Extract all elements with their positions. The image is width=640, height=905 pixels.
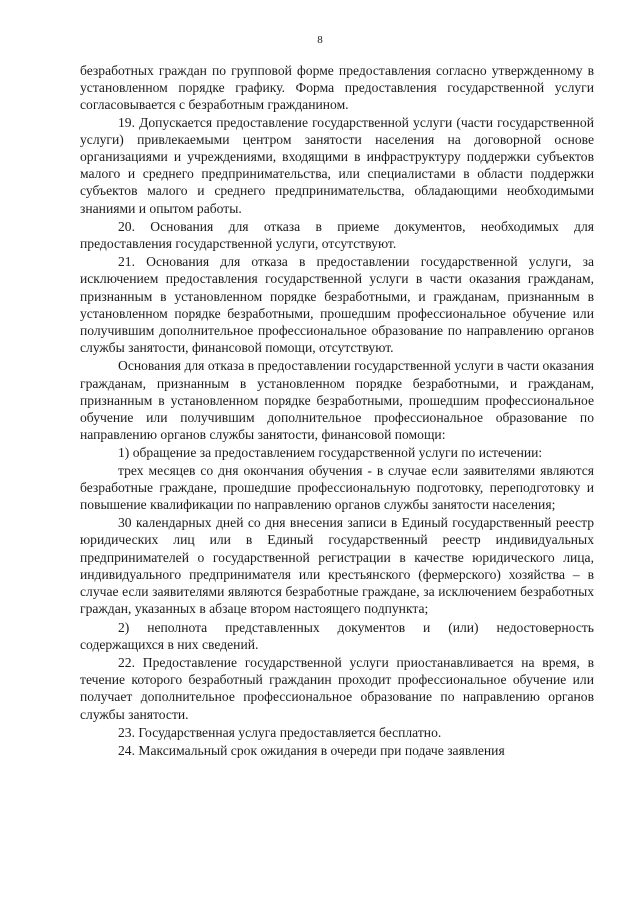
- paragraph: трех месяцев со дня окончания обучения - в случае если заявителями являются безработные граждане, прошедшие профессиональную подготовку, переподготовку и повышение квалификации по направлению органов службы занятости населения;: [80, 462, 594, 513]
- paragraph: 22. Предоставление государственной услуги приостанавливается на время, в течение которого безработный гражданин проходит профессиональное обучение или получает дополнительное профессиональное образование по направлению органов службы занятости.: [80, 654, 594, 722]
- paragraph: 20. Основания для отказа в приеме документов, необходимых для предоставления государственной услуги, отсутствуют.: [80, 218, 594, 252]
- page-number: 8: [317, 34, 323, 46]
- paragraph: 24. Максимальный срок ожидания в очереди при подаче заявления: [118, 742, 505, 758]
- paragraph: 2) неполнота представленных документов и (или) недостоверность содержащихся в них сведений.: [80, 619, 594, 652]
- paragraph: Основания для отказа в предоставлении государственной услуги в части оказания гражданам, признанным в установленном порядке безработными, и гражданам, признанным в установленном порядке безработными, прошедшим профессиональное обучение или получившим дополнительное профессиональное образование по направлению органов службы занятости, финансовой помощи:: [80, 358, 594, 443]
- paragraph: безработных граждан по групповой форме предоставления согласно утвержденному в установленном порядке графику. Форма предоставления государственной услуги согласовывается с безработным гражданином.: [80, 63, 594, 113]
- paragraph: 19. Допускается предоставление государственной услуги (части государственной услуги) привлекаемыми центром занятости населения на договорной основе организациями и учреждениями, входящими в инфраструктуру поддержки субъектов малого и среднего предпринимательства, или специалистами в области поддержки субъектов малого и среднего предпринимательства, обладающими необходимыми знаниями и опытом работы.: [80, 114, 594, 216]
- paragraph: 1) обращение за предоставлением государственной услуги по истечении:: [118, 445, 543, 461]
- paragraph: 30 календарных дней со дня внесения записи в Единый государственный реестр юридических лиц или в Единый государственный реестр индивидуальных предпринимателей о государственной регистрации в качестве юридического лица, индивидуального предпринимателя или крестьянского (фермерского) хозяйства – в случае если заявителями являются безработные граждане, за исключением безработных граждан, указанных в абзаце втором настоящего подпункта;: [80, 515, 594, 617]
- paragraph: 21. Основания для отказа в предоставлении государственной услуги, за исключением предоставления государственной услуги в части оказания гражданам, признанным в установленном порядке безработными, и гражданам, признанным в установленном порядке безработными, прошедшим профессиональное обучение или получившим дополнительное профессиональное образование по направлению органов службы занятости, финансовой помощи, отсутствуют.: [80, 254, 594, 356]
- paragraph: 23. Государственная услуга предоставляется бесплатно.: [118, 724, 442, 740]
- document-body: [80, 62, 594, 759]
